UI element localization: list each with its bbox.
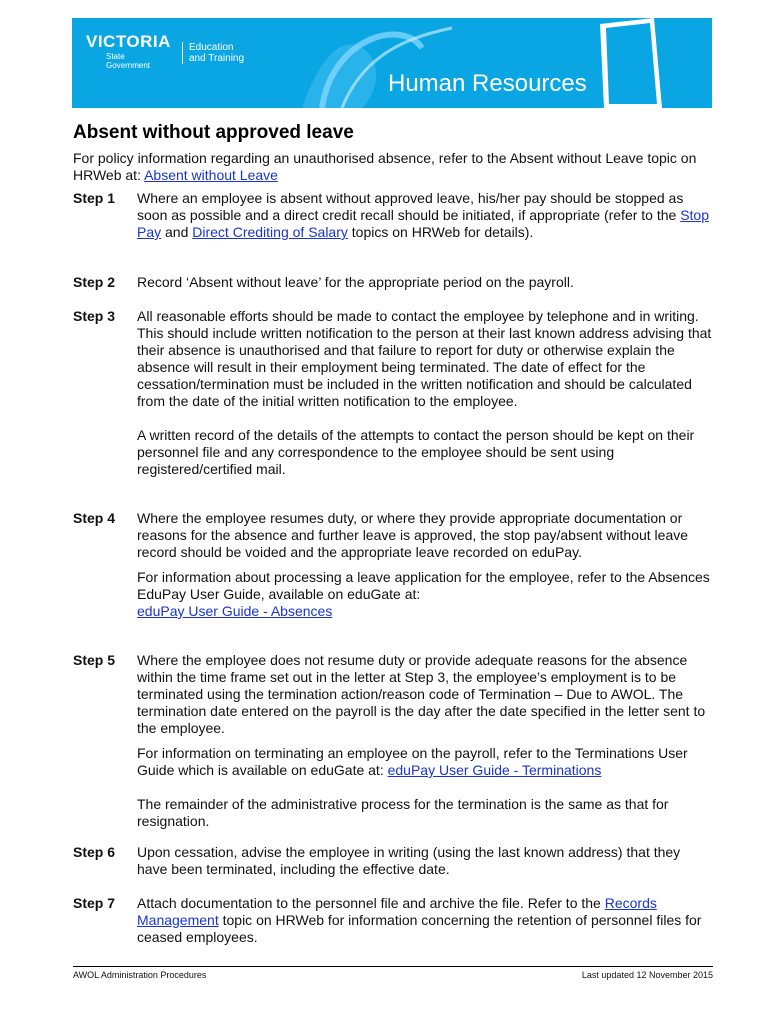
intro-text: For policy information regarding an unauthorised absence, refer to the Absent without Leave topic on HRWeb at: xyxy=(73,150,697,183)
step-label: Step 6 xyxy=(73,844,116,860)
step-4 xyxy=(73,510,713,620)
step-label: Step 3 xyxy=(73,308,116,324)
education-training-label xyxy=(182,42,244,64)
step-label: Step 4 xyxy=(73,510,116,526)
stop-pay-link[interactable]: Stop Pay xyxy=(137,207,710,240)
step-4-text-2 xyxy=(137,569,713,620)
page-title: Absent without approved leave xyxy=(73,122,354,143)
step-1-text xyxy=(137,190,713,241)
edu-line1: Education xyxy=(189,42,234,53)
step-5-text-3: The remainder of the administrative process for the termination is the same as that for resignation. xyxy=(137,796,669,829)
step-4-text: Where the employee resumes duty, or where they provide appropriate documentation or reasons for the absence and further leave is approved, the stop pay/absent without leave record should be voided and the appropriate leave recorded on eduPay. xyxy=(137,510,689,560)
edu-line2: and Training xyxy=(189,53,245,64)
logo-sub1: State xyxy=(106,52,125,61)
logo-sub2: Government xyxy=(106,61,151,70)
step-2-text: Record ‘Absent without leave’ for the appropriate period on the payroll. xyxy=(137,274,574,290)
edupay-terminations-link[interactable]: eduPay User Guide - Terminations xyxy=(387,762,602,778)
step-3-text-2: A written record of the details of the attempts to contact the person should be kept on their personnel file and any correspondence to the employee should be sent using registered/certified mail. xyxy=(137,427,695,477)
step-1 xyxy=(73,190,713,241)
footer-doc-name: AWOL Administration Procedures xyxy=(73,970,207,980)
step-label: Step 5 xyxy=(73,652,116,668)
step-2 xyxy=(73,274,713,291)
section-title: Human Resources xyxy=(388,70,587,97)
step-5-text: Where the employee does not resume duty or provide adequate reasons for the absence within the time frame set out in the letter at Step 3, the employee’s employment is to be terminated using the termination action/reason code of Termination – Due to AWOL. The termination date entered on the payroll is the day after the date specified in the letter sent to the employee. xyxy=(137,652,706,736)
step-6 xyxy=(73,844,713,878)
logo-text: VICTORIA xyxy=(86,32,171,51)
step-1-text-b: and xyxy=(161,224,193,240)
absent-without-leave-link[interactable]: Absent without Leave xyxy=(144,167,278,183)
step-5-text-2 xyxy=(137,745,713,779)
step-1-text-a: Where an employee is absent without approved leave, his/her pay should be stopped as soon as possible and a direct credit recall should be initiated, if appropriate (refer to the xyxy=(137,190,684,223)
step-7-text-b: topic on HRWeb for information concerning the retention of personnel files for ceased employees. xyxy=(137,912,702,945)
step-3-text: All reasonable efforts should be made to contact the employee by telephone and in writing. This should include written notification to the person at their last known address advising that their absence is unauthorised and that failure to report for duty or otherwise explain the absence will result in their employment being terminated. The date of effect for the cessation/termination must be included in the written notification and should be calculated from the date of the initial written notification to the employee. xyxy=(137,308,712,409)
step-3 xyxy=(73,308,713,478)
step-1-text-c: topics on HRWeb for details). xyxy=(347,224,534,240)
victoria-logo xyxy=(86,32,171,70)
step-label: Step 7 xyxy=(73,895,116,911)
step-6-text: Upon cessation, advise the employee in writing (using the last known address) that they have been terminated, including the effective date. xyxy=(137,844,681,877)
step-label: Step 2 xyxy=(73,274,116,290)
step-5 xyxy=(73,652,713,830)
footer-last-updated: Last updated 12 November 2015 xyxy=(581,970,713,980)
step-7 xyxy=(73,895,713,946)
intro-paragraph xyxy=(73,150,713,184)
edupay-absences-link[interactable]: eduPay User Guide - Absences xyxy=(137,603,333,619)
records-management-link[interactable]: Records Management xyxy=(137,895,657,928)
step-4-text-2-a: For information about processing a leave application for the employee, refer to the Absences EduPay User Guide, available on eduGate at: xyxy=(137,569,710,602)
footer-divider xyxy=(73,966,713,967)
step-label: Step 1 xyxy=(73,190,116,206)
step-7-text-a: Attach documentation to the personnel file and archive the file. Refer to the xyxy=(137,895,605,911)
step-5-text-2-a: For information on terminating an employee on the payroll, refer to the Terminations User Guide which is available on eduGate at: xyxy=(137,745,688,778)
header-banner xyxy=(72,18,712,108)
step-7-text xyxy=(137,895,713,946)
direct-crediting-link[interactable]: Direct Crediting of Salary xyxy=(192,224,348,240)
